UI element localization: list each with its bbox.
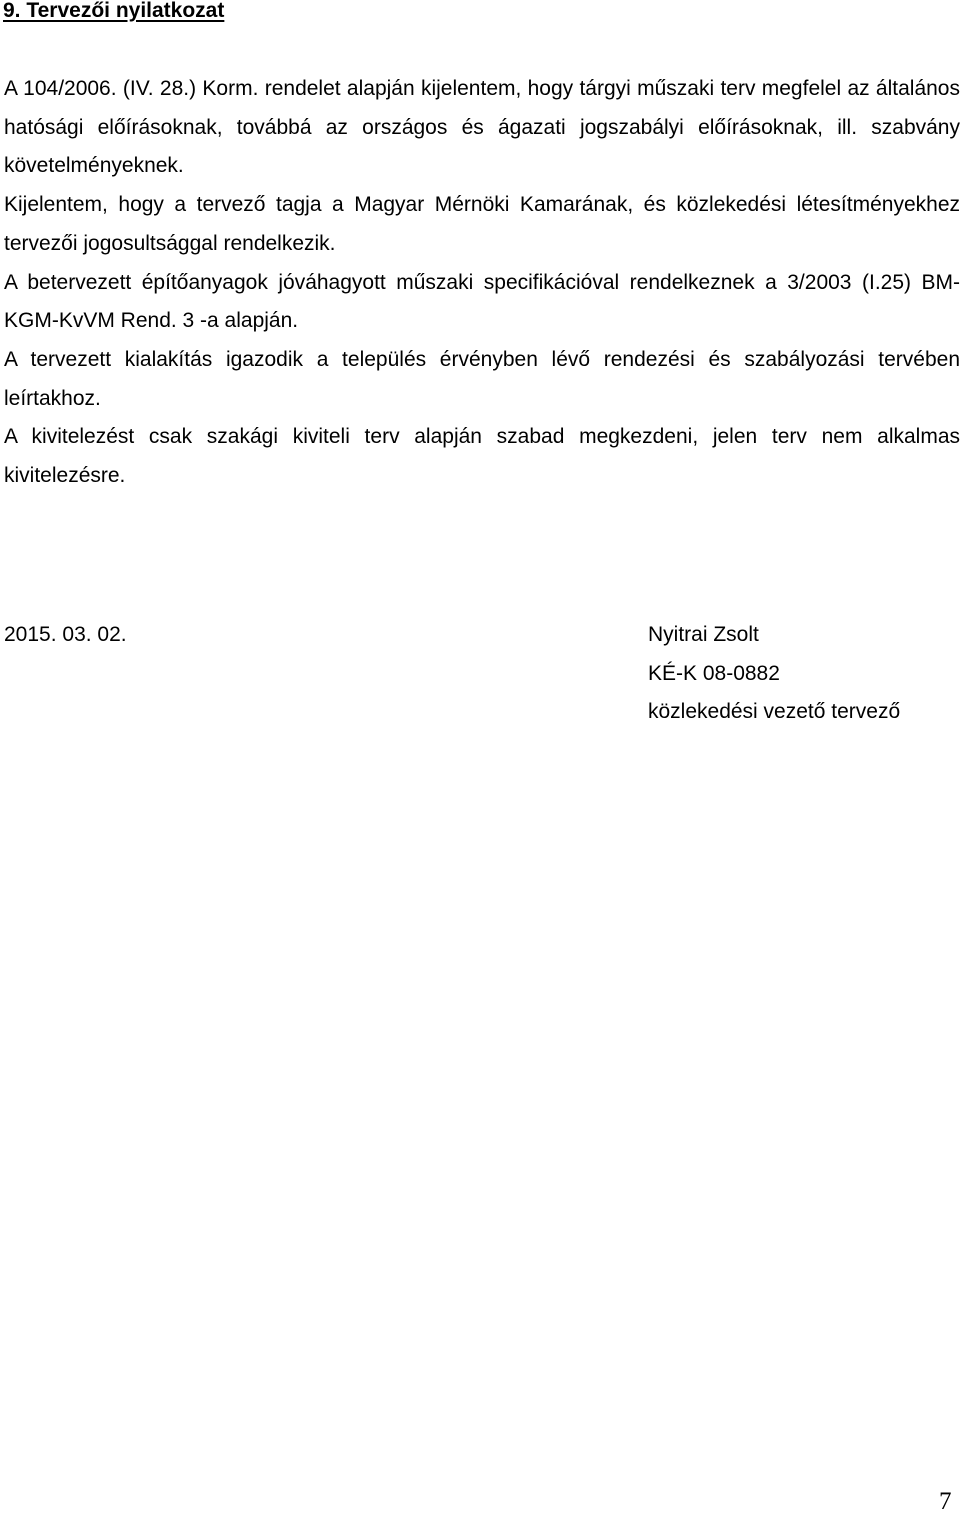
paragraph-chamber-membership: Kijelentem, hogy a tervező tagja a Magyar Mérnöki Kamarának, és közlekedési létesítményekhez tervezői jogosultsággal rendelkezik.: [4, 193, 960, 255]
designer-role: közlekedési vezető tervező: [648, 700, 901, 724]
declaration-body: [4, 70, 960, 496]
paragraph-zoning: A tervezett kialakítás igazodik a település érvényben lévő rendezési és szabályozási tervében leírtakhoz.: [4, 347, 960, 410]
paragraph-materials: A betervezett építőanyagok jóváhagyott műszaki specifikációval rendelkeznek a 3/2003 (I.25) BM-KGM-KvVM Rend. 3 -a alapján.: [4, 270, 960, 333]
page-number: 7: [939, 1488, 952, 1515]
designer-license: KÉ-K 08-0882: [648, 661, 780, 685]
designer-name: Nyitrai Zsolt: [648, 623, 759, 646]
paragraph-regulation: A 104/2006. (IV. 28.) Korm. rendelet alapján kijelentem, hogy tárgyi műszaki terv megfelel az általános hatósági előírásoknak, továbbá az országos és ágazati jogszabályi előírásoknak, ill. szabvány követelményeknek.: [4, 77, 960, 178]
paragraph-construction: A kivitelezést csak szakági kiviteli terv alapján szabad megkezdeni, jelen terv nem alkalmas kivitelezésre.: [4, 425, 960, 488]
signature-date: 2015. 03. 02.: [4, 623, 127, 646]
signature-block: [648, 616, 900, 732]
section-heading: 9. Tervezői nyilatkozat: [3, 0, 225, 22]
